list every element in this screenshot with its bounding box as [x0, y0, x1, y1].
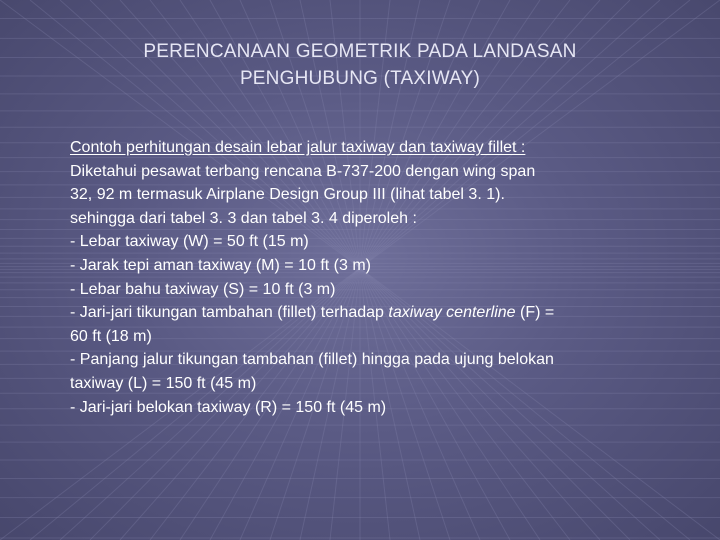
item-fillet-text-a: - Jari-jari tikungan tambahan (fillet) terhadap — [70, 304, 389, 322]
item-fillet-radius — [70, 301, 690, 325]
slide-body — [70, 136, 690, 419]
item-fillet-italic: taxiway centerline — [388, 304, 516, 322]
title-line-1: PERENCANAAN GEOMETRIK PADA LANDASAN — [143, 41, 577, 62]
item-fillet-length-2: taxiway (L) = 150 ft (45 m) — [70, 374, 257, 392]
item-safety-margin: - Jarak tepi aman taxiway (M) = 10 ft (3 m) — [70, 256, 371, 274]
item-taxiway-width: - Lebar taxiway (W) = 50 ft (15 m) — [70, 233, 309, 251]
item-fillet-radius-value: 60 ft (18 m) — [70, 327, 152, 345]
intro-line-2: 32, 92 m termasuk Airplane Design Group III (lihat tabel 3. 1). — [70, 186, 505, 204]
item-fillet-length-1: - Panjang jalur tikungan tambahan (fillet) hingga pada ujung belokan — [70, 351, 554, 369]
item-fillet-text-b: (F) = — [515, 304, 555, 322]
intro-line-1: Diketahui pesawat terbang rencana B-737-200 dengan wing span — [70, 162, 536, 180]
title-line-2: PENGHUBUNG (TAXIWAY) — [239, 68, 481, 89]
example-heading: Contoh perhitungan desain lebar jalur taxiway dan taxiway fillet : — [70, 139, 526, 156]
item-turn-radius: - Jari-jari belokan taxiway (R) = 150 ft (45 m) — [70, 398, 387, 416]
intro-line-3: sehingga dari tabel 3. 3 dan tabel 3. 4 diperoleh : — [70, 209, 417, 227]
item-shoulder-width: - Lebar bahu taxiway (S) = 10 ft (3 m) — [70, 280, 336, 298]
slide-title — [60, 38, 660, 92]
